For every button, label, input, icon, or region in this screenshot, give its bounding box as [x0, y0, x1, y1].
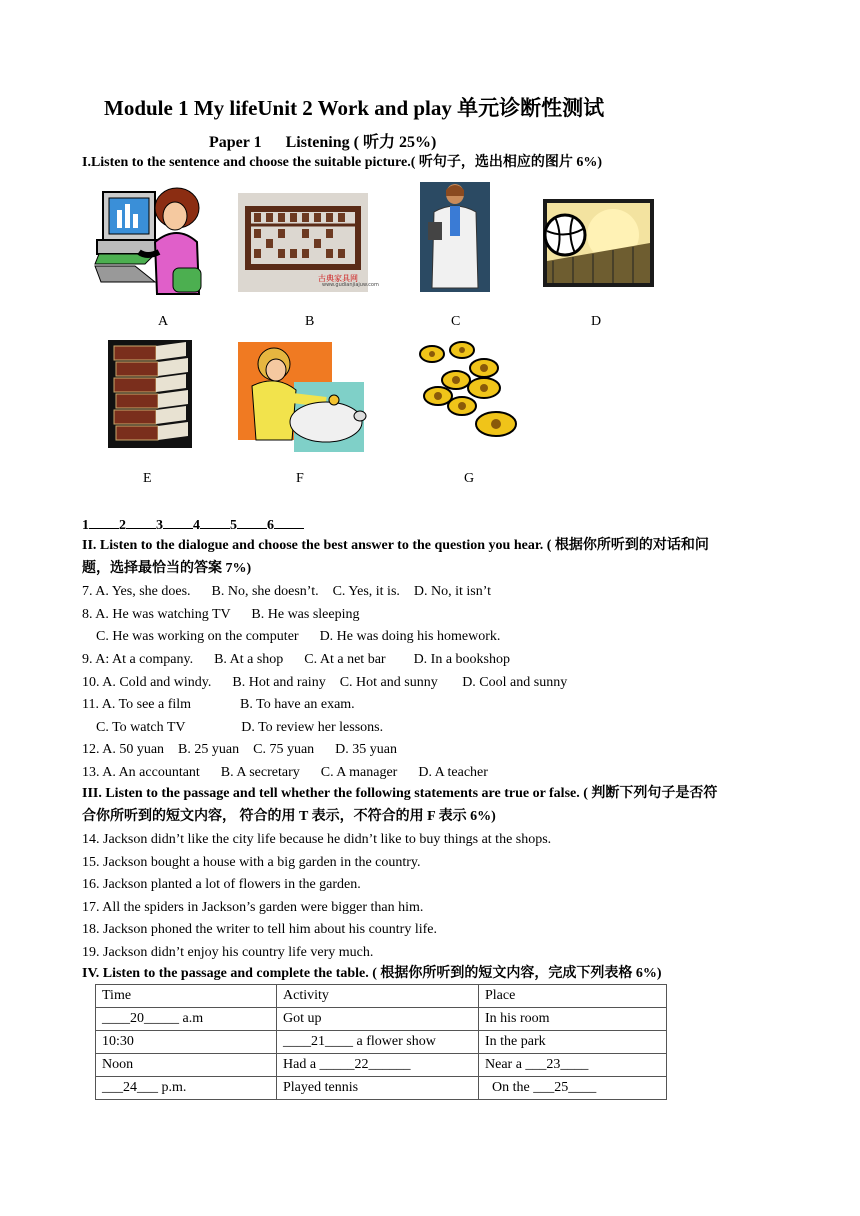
letter-a: A [158, 314, 169, 329]
answer-blank-5[interactable] [237, 514, 267, 529]
abacus-watermark: 古典家具网 [318, 274, 358, 283]
question-13: 13. A. An accountant B. A secretary C. A manager D. A teacher [82, 765, 488, 780]
answer-blanks-1-6: 1 2 3 4 5 6 [82, 514, 304, 535]
table-row [96, 1054, 667, 1077]
picture-abacus [238, 193, 379, 292]
answer-blank-3[interactable] [163, 514, 193, 529]
table-cell[interactable]: Near a ___23____ [479, 1054, 667, 1077]
section4-heading: IV. Listen to the passage and complete the table. ( 根据你所听到的短文内容，完成下列表格 6%) [82, 966, 662, 981]
picture-gold-coins [418, 340, 520, 444]
page-title: Module 1 My lifeUnit 2 Work and play 单元诊断性测试 [104, 96, 605, 120]
table-cell: Noon [96, 1054, 277, 1077]
letter-d: D [591, 314, 602, 329]
section2-heading-line2: 题，选择最恰当的答案 7%) [82, 561, 252, 576]
statement-14: 14. Jackson didn’t like the city life because he didn’t like to buy things at the shops. [82, 832, 552, 847]
question-9: 9. A: At a company. B. At a shop C. At a net bar D. In a bookshop [82, 652, 510, 667]
answer-blank-1[interactable] [89, 514, 119, 529]
statement-16: 16. Jackson planted a lot of flowers in the garden. [82, 877, 361, 892]
picture-piggy-bank [238, 342, 368, 454]
table-cell: In the park [479, 1031, 667, 1054]
table-cell: 10:30 [96, 1031, 277, 1054]
statement-15: 15. Jackson bought a house with a big garden in the country. [82, 855, 421, 870]
table-cell[interactable]: Had a _____22______ [277, 1054, 479, 1077]
section3-heading-line1: III. Listen to the passage and tell whether the following statements are true or false. ( 判断下列句子是否符 [82, 786, 718, 801]
table-header-row [96, 985, 667, 1008]
picture-volleyball [543, 199, 654, 287]
letter-b: B [305, 314, 315, 329]
abacus-watermark-url: www.gudianjiajuw.com [322, 282, 379, 288]
question-8: 8. A. He was watching TV B. He was sleeping [82, 607, 360, 622]
table-row [96, 1031, 667, 1054]
section3-heading-line2: 合你所听到的短文内容， 符合的用 T 表示，不符合的用 F 表示 6%) [82, 809, 496, 824]
table-row [96, 1008, 667, 1031]
statement-17: 17. All the spiders in Jackson’s garden were bigger than him. [82, 900, 424, 915]
paper-heading [209, 129, 436, 152]
table-header-place: Place [479, 985, 667, 1008]
question-11-cont: C. To watch TV D. To review her lessons. [82, 720, 384, 735]
letter-e: E [143, 471, 152, 486]
paper-label: Paper 1 [209, 134, 262, 151]
table-cell[interactable]: ___24___ p.m. [96, 1077, 277, 1100]
schedule-table [95, 984, 667, 1100]
answer-blank-6[interactable] [274, 514, 304, 529]
section1-heading: I.Listen to the sentence and choose the suitable picture.( 听句子，选出相应的图片 6%) [82, 155, 603, 170]
letter-g: G [464, 471, 475, 486]
question-8-cont: C. He was working on the computer D. He was doing his homework. [82, 629, 501, 644]
statement-18: 18. Jackson phoned the writer to tell him about his country life. [82, 922, 437, 937]
picture-woman-computer [95, 182, 205, 297]
question-10: 10. A. Cold and windy. B. Hot and rainy C. Hot and sunny D. Cool and sunny [82, 675, 568, 690]
table-cell: In his room [479, 1008, 667, 1031]
answer-blank-4[interactable] [200, 514, 230, 529]
table-row [96, 1077, 667, 1100]
statement-19: 19. Jackson didn’t enjoy his country life very much. [82, 945, 374, 960]
letter-c: C [451, 314, 461, 329]
table-cell[interactable]: ____20_____ a.m [96, 1008, 277, 1031]
table-cell: Played tennis [277, 1077, 479, 1100]
picture-doctor [420, 182, 490, 292]
picture-books [108, 340, 192, 448]
section2-heading-line1: II. Listen to the dialogue and choose the best answer to the question you hear. ( 根据你所听到的对话和问 [82, 538, 709, 553]
question-12: 12. A. 50 yuan B. 25 yuan C. 75 yuan D. 35 yuan [82, 742, 397, 757]
letter-f: F [296, 471, 304, 486]
table-cell[interactable]: ____21____ a flower show [277, 1031, 479, 1054]
answer-blank-2[interactable] [126, 514, 156, 529]
table-cell: Got up [277, 1008, 479, 1031]
table-header-activity: Activity [277, 985, 479, 1008]
table-cell[interactable]: On the ___25____ [479, 1077, 667, 1100]
table-header-time: Time [96, 985, 277, 1008]
question-7: 7. A. Yes, she does. B. No, she doesn’t. C. Yes, it is. D. No, it isn’t [82, 584, 492, 599]
question-11: 11. A. To see a film B. To have an exam. [82, 697, 355, 712]
listening-label: Listening ( 听力 25%) [285, 134, 437, 151]
